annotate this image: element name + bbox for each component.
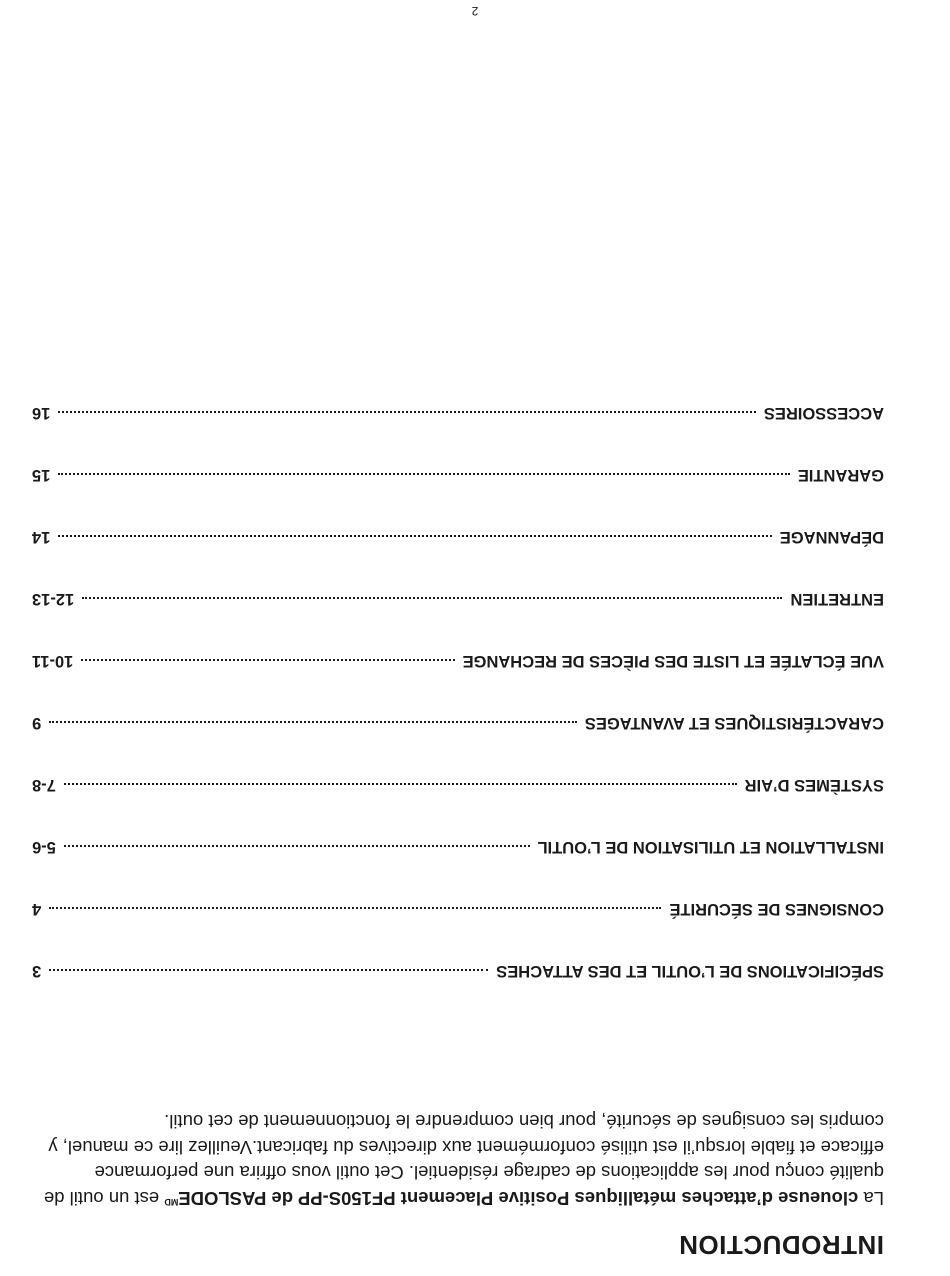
toc-dot-leader (58, 411, 756, 414)
toc-entry-title: CONSIGNES DE SÉCURITÉ (669, 900, 884, 918)
toc-dot-leader (58, 535, 771, 538)
table-of-contents (32, 360, 884, 980)
toc-entry-title: SYSTÈMES D’AIR (744, 776, 884, 794)
intro-body: est un outil de qualité conçu pour les applications de cadrage résidentiel. Cet outil vous offrira une performance efficace et fiable lorsqu’il est utilisé conformément aux directives du fabricant.Veuillez lire ce manuel, y compris les consignes de sécurité, pour bien comprendre le fonctionnement de cet outil. (43, 1111, 884, 1209)
toc-entry-title: DÉPANNAGE (779, 528, 884, 546)
toc-entry-title: ACCESSOIRES (763, 404, 884, 422)
intro-paragraph (34, 1109, 884, 1214)
toc-entry[interactable] (32, 422, 884, 484)
page-number: 2 (471, 4, 479, 18)
product-name: cloueuse d’attaches métalliques Positive Placement PF150S-PP de PASLODE (178, 1187, 859, 1209)
intro-lead: La (863, 1187, 884, 1209)
toc-entry[interactable] (32, 360, 884, 422)
toc-dot-leader (81, 659, 454, 662)
toc-entry-page: 4 (32, 900, 42, 918)
toc-entry-page: 7-8 (32, 776, 56, 794)
toc-entry-page: 15 (32, 466, 51, 484)
toc-entry[interactable] (32, 484, 884, 546)
toc-entry[interactable] (32, 794, 884, 856)
toc-dot-leader (82, 597, 782, 600)
toc-entry-page: 14 (32, 528, 51, 546)
toc-entry[interactable] (32, 546, 884, 608)
trademark-mark: MD (164, 1197, 179, 1207)
toc-dot-leader (64, 783, 737, 786)
toc-entry-title: VUE ÉCLATÉE ET LISTE DES PIÈCES DE RECHANGE (462, 652, 884, 670)
toc-dot-leader (49, 907, 661, 910)
toc-dot-leader (64, 845, 530, 848)
toc-entry-title: GARANTIE (797, 466, 884, 484)
toc-entry[interactable] (32, 732, 884, 794)
toc-entry-title: INSTALLATION ET UTILISATION DE L’OUTIL (537, 838, 884, 856)
toc-entry[interactable] (32, 856, 884, 918)
toc-entry[interactable] (32, 918, 884, 980)
toc-entry-title: ENTRETIEN (790, 590, 884, 608)
toc-dot-leader (58, 473, 789, 476)
toc-entry[interactable] (32, 608, 884, 670)
toc-entry-page: 3 (32, 962, 42, 980)
toc-entry-page: 9 (32, 714, 42, 732)
toc-entry[interactable] (32, 670, 884, 732)
toc-dot-leader (49, 969, 488, 972)
page-heading: INTRODUCTION (678, 1230, 884, 1260)
toc-dot-leader (49, 721, 577, 724)
toc-entry-page: 16 (32, 404, 51, 422)
toc-entry-title: SPÉCIFICATIONS DE L’OUTIL ET DES ATTACHES (496, 962, 884, 980)
toc-entry-title: CARACTÉRISTIQUES ET AVANTAGES (584, 714, 884, 732)
toc-entry-page: 5-6 (32, 838, 56, 856)
toc-entry-page: 10-11 (32, 652, 74, 670)
toc-entry-page: 12-13 (32, 590, 75, 608)
